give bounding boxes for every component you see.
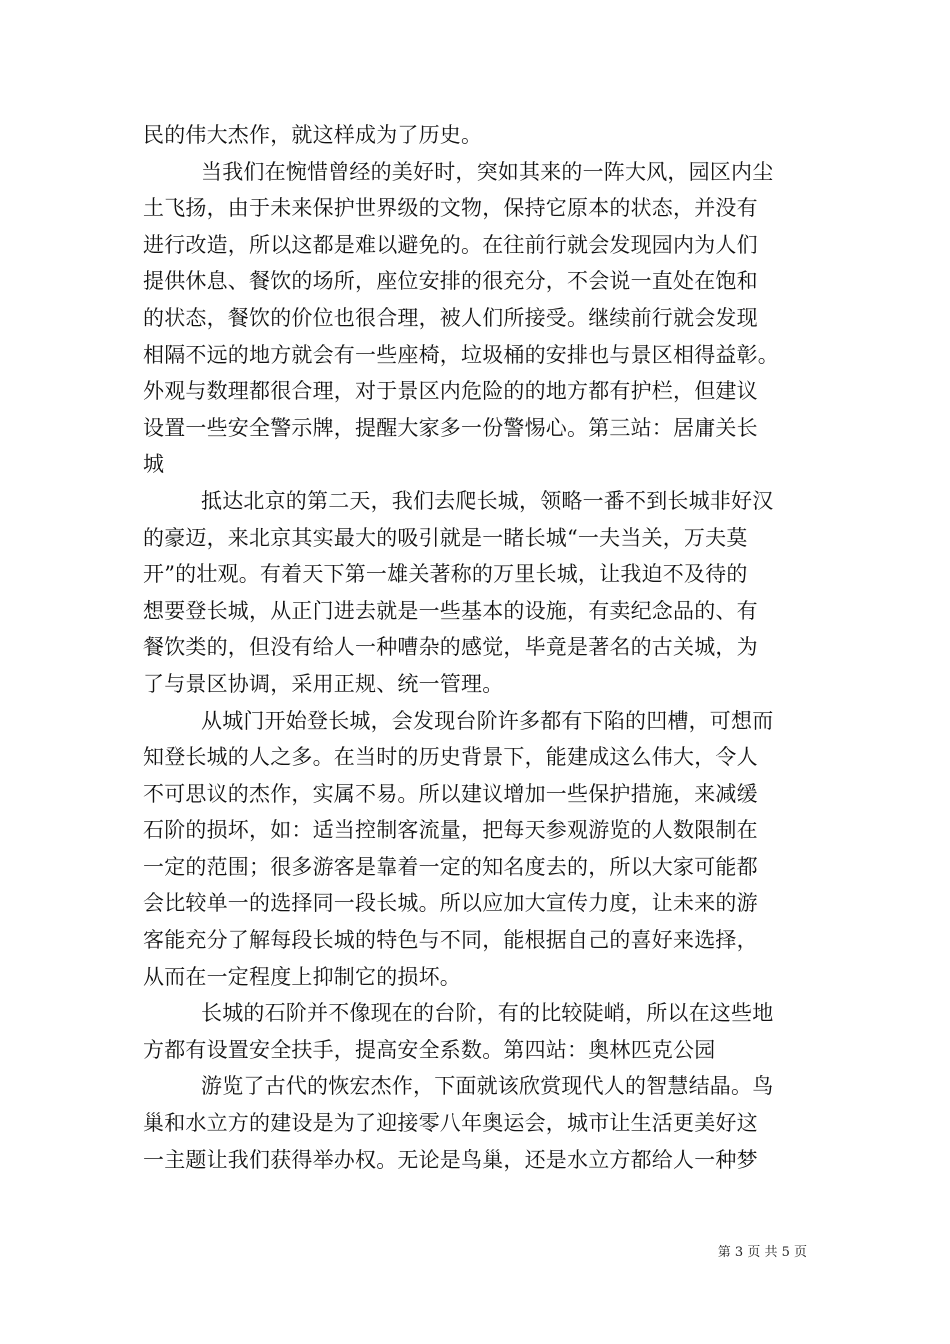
text-line: 提供休息、餐饮的场所，座位安排的很充分，不会说一直处在饱和 [143, 269, 758, 294]
text-line: 一定的范围；很多游客是靠着一定的知名度去的，所以大家可能都 [143, 854, 758, 879]
text-line: 从而在一定程度上抑制它的损坏。 [143, 964, 461, 989]
text-line: 当我们在惋惜曾经的美好时，突如其来的一阵大风，园区内尘 [201, 159, 774, 184]
text-line: 进行改造，所以这都是难以避免的。在往前行就会发现园内为人们 [143, 232, 758, 257]
text-line: 外观与数理都很合理，对于景区内危险的的地方都有护栏，但建议 [143, 379, 758, 404]
text-line: 长城的石阶并不像现在的台阶，有的比较陡峭，所以在这些地 [201, 1001, 774, 1026]
text-line: 开”的壮观。有着天下第一雄关著称的万里长城，让我迫不及待的 [143, 562, 748, 587]
page-number: 第 3 页 共 5 页 [717, 1245, 807, 1260]
text-line: 游览了古代的恢宏杰作，下面就该欣赏现代人的智慧结晶。鸟 [201, 1074, 774, 1099]
text-line: 民的伟大杰作，就这样成为了历史。 [143, 123, 483, 147]
text-line: 石阶的损坏，如：适当控制客流量，把每天参观游览的人数限制在 [143, 818, 758, 843]
text-line: 不可思议的杰作，实属不易。所以建议增加一些保护措施，来减缓 [143, 781, 758, 806]
text-line: 想要登长城，从正门进去就是一些基本的设施，有卖纪念品的、有 [143, 598, 758, 623]
body-text [143, 117, 807, 1178]
text-line: 了与景区协调，采用正规、统一管理。 [143, 671, 504, 696]
text-line: 城 [143, 452, 165, 477]
text-line: 客能充分了解每段长城的特色与不同，能根据自己的喜好来选择， [143, 928, 758, 953]
text-line: 方都有设置安全扶手，提高安全系数。第四站：奥林匹克公园 [143, 1037, 716, 1062]
text-line: 设置一些安全警示牌，提醒大家多一份警惕心。第三站：居庸关长 [143, 415, 758, 440]
text-line: 的豪迈，来北京其实最大的吸引就是一睹长城“一夫当关，万夫莫 [143, 525, 748, 550]
text-line: 相隔不远的地方就会有一些座椅，垃圾桶的安排也与景区相得益彰。 [143, 342, 779, 367]
text-line: 巢和水立方的建设是为了迎接零八年奥运会，城市让生活更美好这 [143, 1111, 758, 1136]
text-line: 抵达北京的第二天，我们去爬长城，领略一番不到长城非好汉 [201, 488, 774, 513]
text-line: 餐饮类的，但没有给人一种嘈杂的感觉，毕竟是著名的古关城，为 [143, 635, 758, 660]
text-line: 的状态，餐饮的价位也很合理，被人们所接受。继续前行就会发现 [143, 305, 758, 330]
text-line: 知登长城的人之多。在当时的历史背景下，能建成这么伟大，令人 [143, 745, 758, 770]
text-line: 从城门开始登长城，会发现台阶许多都有下陷的凹槽，可想而 [201, 708, 774, 733]
text-line: 一主题让我们获得举办权。无论是鸟巢，还是水立方都给人一种梦 [143, 1147, 758, 1172]
text-line: 土飞扬，由于未来保护世界级的文物，保持它原本的状态，并没有 [143, 196, 758, 221]
text-line: 会比较单一的选择同一段长城。所以应加大宣传力度，让未来的游 [143, 891, 758, 916]
